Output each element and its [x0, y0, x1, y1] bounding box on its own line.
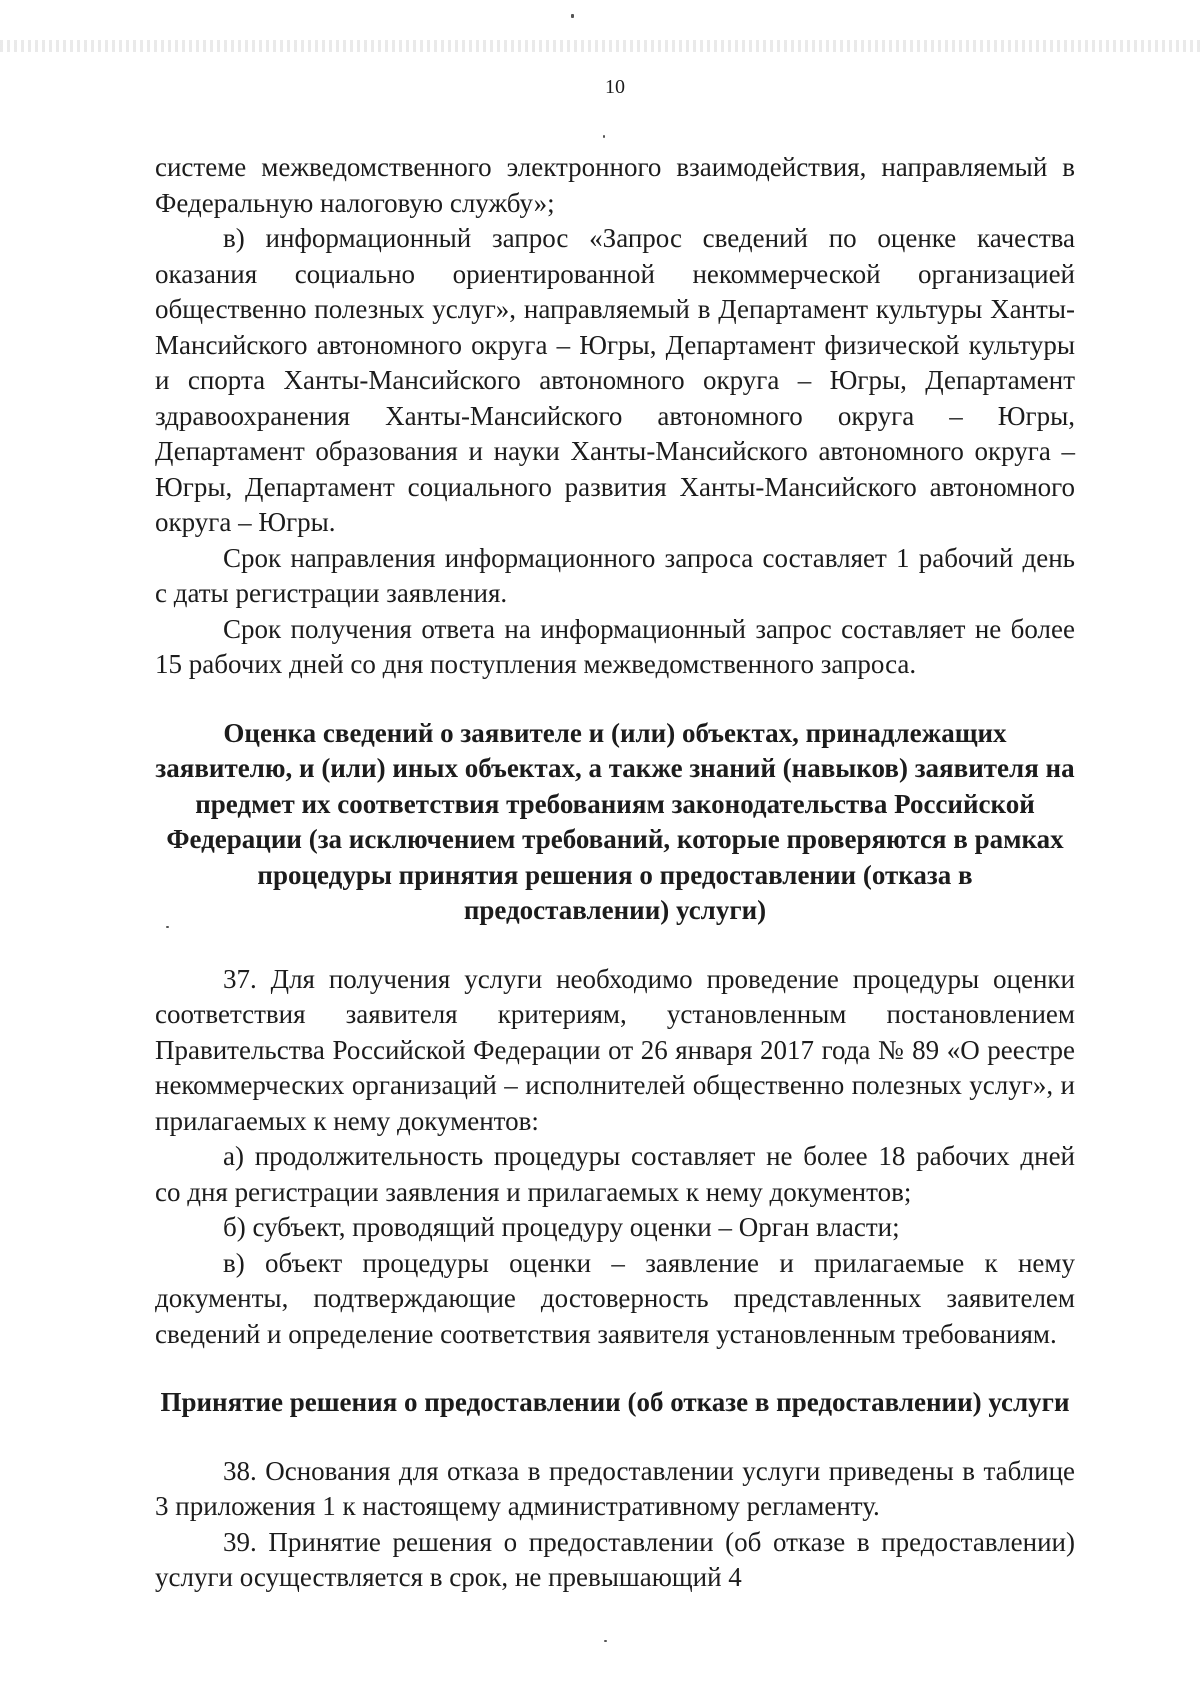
paragraph: Срок направления информационного запроса составляет 1 рабочий день с даты регистрации заявления.	[155, 542, 1075, 608]
scan-speck	[571, 14, 574, 18]
paragraph: в) информационный запрос «Запрос сведений по оценке качества оказания социально ориентированной некоммерческой организацией общественно полезных услуг», направляемый в Департамент культуры Ханты-Мансийского автономного округа – Югры, Департамент физической культуры и спорта Ханты-Мансийского автономного округа – Югры, Департамент здравоохранения Ханты-Мансийского автономного округа – Югры, Департамент образования и науки Ханты-Мансийского автономного округа – Югры, Департамент социального развития Ханты-Мансийского автономного округа – Югры.	[155, 223, 1075, 537]
section-heading: Оценка сведений о заявителе и (или) объектах, принадлежащих заявителю, и (или) иных объектах, а также знаний (навыков) заявителя на предмет их соответствия требованиям законодательства Российской Федерации (за исключением требований, которые проверяются в рамках процедуры принятия решения о предоставлении (отказа в предоставлении) услуги)	[155, 717, 1075, 925]
scan-speck	[603, 135, 605, 138]
paragraph: 38. Основания для отказа в предоставлении услуги приведены в таблице 3 приложения 1 к настоящему административному регламенту.	[155, 1455, 1075, 1521]
scan-speck	[604, 1640, 607, 1642]
page-number: 10	[605, 76, 625, 98]
paragraph: в) объект процедуры оценки – заявление и прилагаемые к нему документы, подтверждающие достоверность представленных заявителем сведений и определение соответствия заявителя установленным требованиям.	[155, 1247, 1075, 1349]
paragraph: 37. Для получения услуги необходимо проведение процедуры оценки соответствия заявителя критериям, установленным постановлением Правительства Российской Федерации от 26 января 2017 года № 89 «О реестре некоммерческих организаций – исполнителей общественно полезных услуг», и прилагаемых к нему документов:	[155, 963, 1075, 1136]
paragraph: а) продолжительность процедуры составляет не более 18 рабочих дней со дня регистрации заявления и прилагаемых к нему документов;	[155, 1141, 1075, 1207]
section-heading: Принятие решения о предоставлении (об отказе в предоставлении) услуги	[160, 1387, 1070, 1417]
paragraph: системе межведомственного электронного взаимодействия, направляемый в Федеральную налоговую службу»;	[155, 152, 1075, 218]
scan-artifact-line	[0, 40, 1200, 52]
paragraph: 39. Принятие решения о предоставлении (об отказе в предоставлении) услуги осуществляется в срок, не превышающий 4	[155, 1526, 1075, 1592]
document-body	[155, 150, 1075, 1596]
paragraph: Срок получения ответа на информационный запрос составляет не более 15 рабочих дней со дня поступления межведомственного запроса.	[155, 613, 1075, 679]
paragraph: б) субъект, проводящий процедуру оценки – Орган власти;	[223, 1212, 900, 1242]
